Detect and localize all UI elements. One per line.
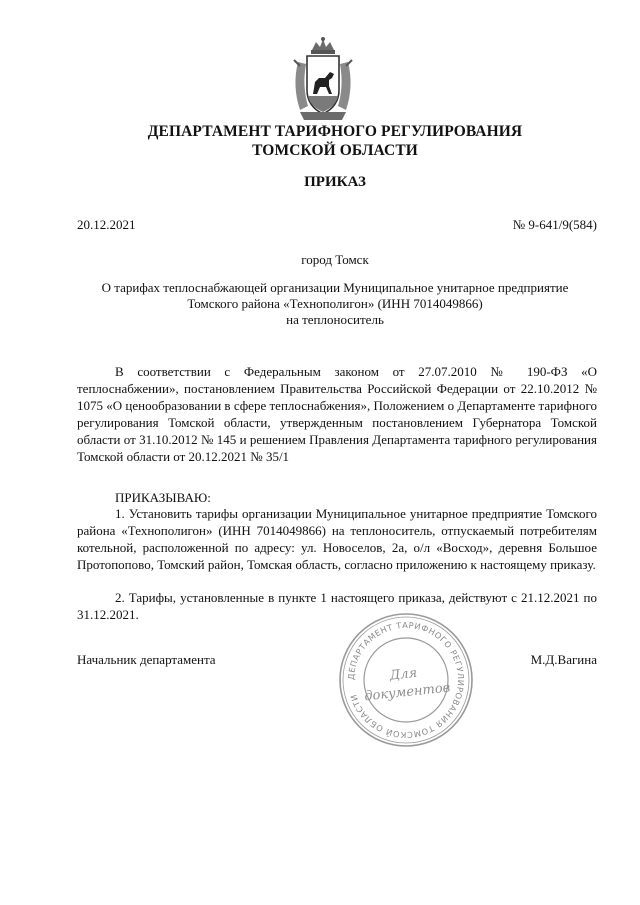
order-date: 20.12.2021 xyxy=(77,217,136,232)
subject-line-3: на теплоноситель xyxy=(286,312,384,327)
signer-position: Начальник департамента xyxy=(77,652,216,667)
preamble-paragraph: В соответствии с Федеральным законом от 27.07.2010 № 190-ФЗ «О теплоснабжении», постановлением Правительства Российской Федерации от 22.10.2012 № 1075 «О ценообразовании в сфере теплоснабжения», Положением о Департаменте тарифного регулирования Томской области, утвержденным постановлением Губернатора Томской области от 31.10.2012 № 145 и решением Правления Департамента тарифного регулирования Томской области от 20.12.2021 № 35/1 xyxy=(77,364,597,464)
coat-of-arms-icon xyxy=(290,36,356,122)
signer-name: М.Д.Вагина xyxy=(530,652,597,667)
document-type-title: ПРИКАЗ xyxy=(304,174,366,190)
subject-line-1: О тарифах теплоснабжающей организации Муниципальное унитарное предприятие xyxy=(101,280,569,295)
order-number: № 9-641/9(584) xyxy=(512,217,597,232)
city-line: город Томск xyxy=(301,252,369,267)
department-title-line-2: ТОМСКОЙ ОБЛАСТИ xyxy=(252,142,418,159)
stamp-ring-text: ДЕПАРТАМЕНТ ТАРИФНОГО РЕГУЛИРОВАНИЯ ТОМСКОЙ ОБЛАСТИ xyxy=(345,619,467,741)
department-title-line-1: ДЕПАРТАМЕНТ ТАРИФНОГО РЕГУЛИРОВАНИЯ xyxy=(147,123,523,140)
stamp-center-line-1: Для xyxy=(388,665,418,684)
stamp-center-line-2: документов xyxy=(363,680,451,705)
order-item-1: 1. Установить тарифы организации Муниципальное унитарное предприятие Томского района «Технополигон» (ИНН 7014049866) на теплоноситель, отпускаемый потребителям котельной, расположенной по адресу: ул. Новоселов, 2а, о/л «Восход», деревня Большое Протопопово, Томский район, Томская область, согласно приложению к настоящему приказу. xyxy=(77,506,597,572)
subject-line-2: Томского района «Технополигон» (ИНН 7014049866) xyxy=(187,296,483,311)
department-title xyxy=(0,122,640,160)
order-item-2: 2. Тарифы, установленные в пункте 1 настоящего приказа, действуют с 21.12.2021 по 31.12.2021. xyxy=(77,590,597,622)
order-subject xyxy=(70,280,600,328)
official-stamp xyxy=(336,610,476,750)
order-directive-word: ПРИКАЗЫВАЮ: xyxy=(115,490,211,505)
